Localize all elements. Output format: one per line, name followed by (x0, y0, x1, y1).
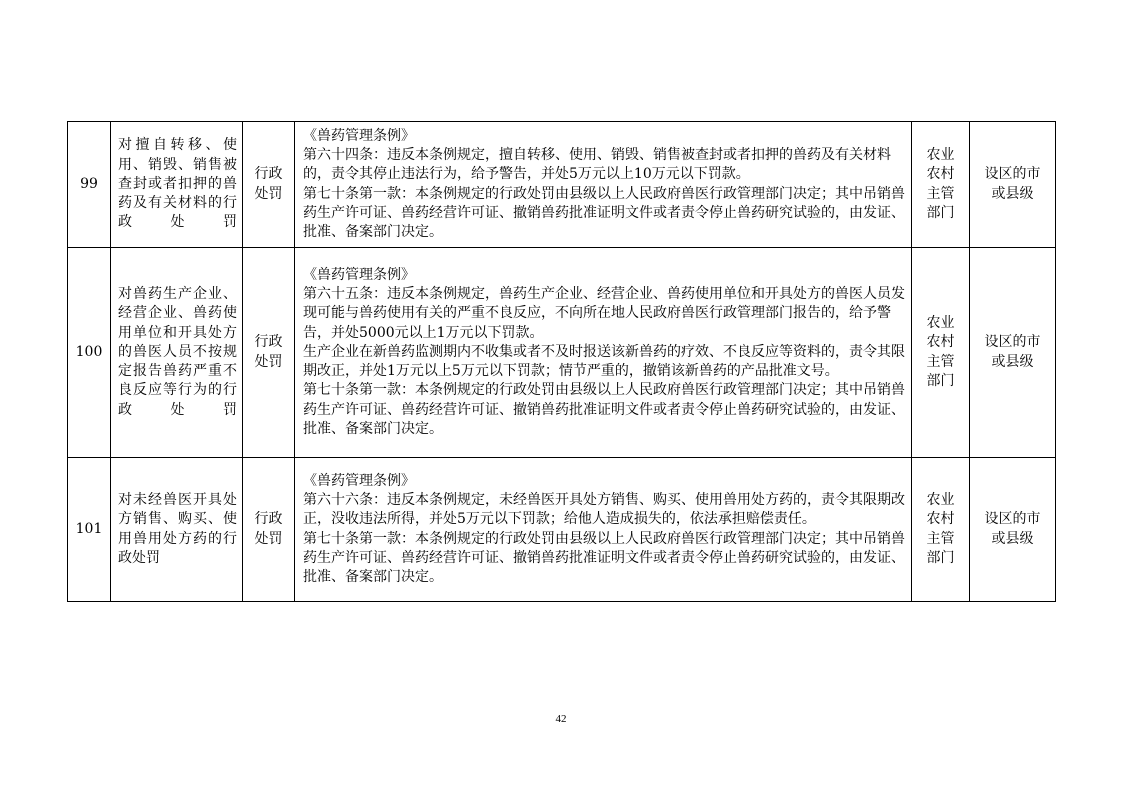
basis-paragraph: 第六十五条：违反本条例规定，兽药生产企业、经营企业、兽药使用单位和开具处方的兽医人员发现可能与兽药使用有关的严重不良反应，不向所在地人民政府兽医行政管理部门报告的，给予警告，并处5000元以上1万元以下罚款。 (303, 285, 905, 341)
item-number: 99 (68, 122, 111, 248)
item-number: 100 (68, 248, 111, 458)
basis-paragraph: 《兽药管理条例》 (303, 266, 415, 283)
legal-basis (295, 122, 912, 248)
legal-basis (295, 458, 912, 602)
jurisdiction-level: 设区的市 或县级 (970, 248, 1056, 458)
table-row (68, 122, 1056, 248)
table-row (68, 248, 1056, 458)
penalty-table (67, 121, 1056, 602)
basis-paragraph: 第七十条第一款：本条例规定的行政处罚由县级以上人民政府兽医行政管理部门决定；其中吊销兽药生产许可证、兽药经营许可证、撤销兽药批准证明文件或者责令停止兽药研究试验的，由发证、批准、备案部门决定。 (303, 382, 905, 438)
penalty-type: 行政 处罚 (243, 248, 295, 458)
legal-basis (295, 248, 912, 458)
item-name: 对未经兽医开具处方销售、购买、使用兽用处方药的行政处罚 (111, 458, 243, 602)
basis-paragraph: 第七十条第一款：本条例规定的行政处罚由县级以上人民政府兽医行政管理部门决定；其中吊销兽药生产许可证、兽药经营许可证、撤销兽药批准证明文件或者责令停止兽药研究试验的，由发证、批准、备案部门决定。 (303, 185, 905, 241)
basis-paragraph: 第六十四条：违反本条例规定，擅自转移、使用、销毁、销售被查封或者扣押的兽药及有关材料的，责令其停止违法行为，给予警告，并处5万元以上10万元以下罚款。 (303, 146, 891, 183)
item-name: 对擅自转移、使用、销毁、销售被查封或者扣押的兽药及有关材料的行政处罚 (111, 122, 243, 248)
responsible-department: 农业 农村 主管 部门 (912, 248, 970, 458)
basis-paragraph: 生产企业在新兽药监测期内不收集或者不及时报送该新兽药的疗效、不良反应等资料的，责令其限期改正，并处1万元以上5万元以下罚款；情节严重的，撤销该新兽药的产品批准文号。 (303, 343, 905, 380)
basis-paragraph: 第六十六条：违反本条例规定，未经兽医开具处方销售、购买、使用兽用处方药的，责令其限期改正，没收违法所得，并处5万元以下罚款；给他人造成损失的，依法承担赔偿责任。 (303, 491, 905, 528)
jurisdiction-level: 设区的市 或县级 (970, 122, 1056, 248)
basis-paragraph: 《兽药管理条例》 (303, 472, 415, 489)
penalty-type: 行政 处罚 (243, 458, 295, 602)
responsible-department: 农业 农村 主管 部门 (912, 458, 970, 602)
jurisdiction-level: 设区的市 或县级 (970, 458, 1056, 602)
item-number: 101 (68, 458, 111, 602)
responsible-department: 农业 农村 主管 部门 (912, 122, 970, 248)
page-number: 42 (555, 713, 567, 725)
penalty-type: 行政 处罚 (243, 122, 295, 248)
item-name: 对兽药生产企业、经营企业、兽药使用单位和开具处方的兽医人员不按规定报告兽药严重不良反应等行为的行政处罚 (111, 248, 243, 458)
table-row (68, 458, 1056, 602)
basis-paragraph: 《兽药管理条例》 (303, 127, 415, 144)
basis-paragraph: 第七十条第一款：本条例规定的行政处罚由县级以上人民政府兽医行政管理部门决定；其中吊销兽药生产许可证、兽药经营许可证、撤销兽药批准证明文件或者责令停止兽药研究试验的，由发证、批准、备案部门决定。 (303, 530, 905, 586)
